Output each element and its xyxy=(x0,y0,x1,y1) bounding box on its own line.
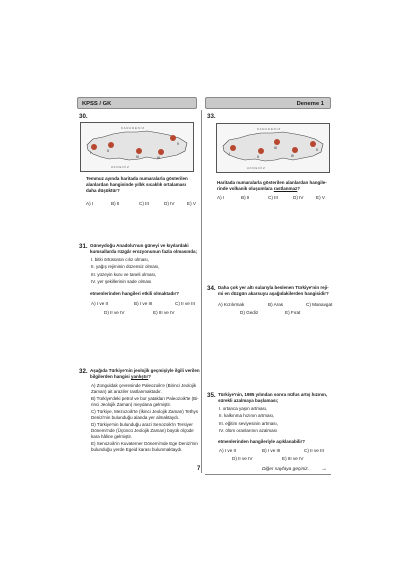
q30-map xyxy=(80,122,194,172)
q33-marker-2 xyxy=(258,148,264,154)
turkey-map-q33 xyxy=(217,124,329,172)
column-divider xyxy=(201,110,202,473)
svg-text:A K D E N İ Z: A K D E N İ Z xyxy=(111,165,129,169)
q35-option-a[interactable]: A) I ve II xyxy=(219,448,237,453)
q30-option-d[interactable]: D) IV xyxy=(164,201,175,206)
q33-option-d[interactable]: D) IV xyxy=(293,195,304,200)
q32-option-a[interactable]: A) Zonguldak çevresinde Paleozoik'e (Birinci Jeolojik Zaman) ait araziler rastlanmaktadır. xyxy=(91,383,197,394)
q31-question: etmenlerinden hangileri etkili olmaktadır? xyxy=(90,291,180,296)
q33-label-1: I xyxy=(229,152,230,156)
q33-stem: Haritada numaralarla gösterilen alanlardan hangile- rinde volkanik oluşumlara rastlanmaz? xyxy=(217,180,327,191)
q35-option-b[interactable]: B) I ve III xyxy=(262,448,281,453)
q32-number: 32. xyxy=(79,368,88,375)
q30-label-4: IV xyxy=(157,156,161,160)
q31-number: 31. xyxy=(79,243,88,250)
q32-option-c[interactable]: C) Türkiye, Mezozoik'te (İkinci Jeolojik Zaman) Tethys Denizi'nin bulunduğu alanda yer almaktaydı. xyxy=(91,409,198,420)
q31-option-b[interactable]: B) I ve III xyxy=(134,301,153,306)
q33-option-a[interactable]: A) I xyxy=(217,195,225,200)
q35-number: 35. xyxy=(207,392,216,399)
q35-option-c[interactable]: C) II ve III xyxy=(304,448,324,453)
q30-option-e[interactable]: E) V xyxy=(187,201,196,206)
q32-stem: Aşağıda Türkiye'nin jeolojik geçmişiyle ilgili verilen bilgilerden hangisi yanlıştır? xyxy=(90,368,200,379)
q33-label-4: IV xyxy=(291,154,295,158)
next-page-note: Diğer sayfaya geçiniz. xyxy=(262,467,309,472)
q34-option-d[interactable]: D) Gediz xyxy=(240,310,259,315)
q34-option-b[interactable]: B) Aras xyxy=(268,302,284,307)
q30-marker-3 xyxy=(136,148,142,154)
q35-question: etmenlerinden hangileriyle açıklanabilir? xyxy=(218,439,306,444)
q32-options xyxy=(91,383,199,453)
svg-text:A K D E N İ Z: A K D E N İ Z xyxy=(247,166,265,170)
q35-option-d[interactable]: D) II ve IV xyxy=(232,456,253,461)
q34-option-e[interactable]: E) Fırat xyxy=(285,310,301,315)
q33-option-c[interactable]: C) III xyxy=(268,195,278,200)
q30-marker-4 xyxy=(158,149,164,155)
q35-items: I. ortanca yaşın artması, II. kalkınma hızının artması, III. eğitim seviyesinin artması, IV. ölüm oranlarının azalması xyxy=(219,406,279,434)
q33-label-3: III xyxy=(274,146,277,150)
q32-option-e[interactable]: E) Senozoik'in Kuvaterner Dönemi'nde Ege Denizi'nin bulunduğu yerde Egeid karası bulunmaktaydı. xyxy=(91,441,198,452)
q35-stem: Türkiye'nin, 1985 yılından sonra nüfus artış hızının, sürekli azalmaya başlaması; xyxy=(218,392,328,403)
q33-number: 33. xyxy=(207,113,216,120)
q30-label-3: III xyxy=(136,155,139,159)
q30-label-5: V xyxy=(177,142,180,146)
header-left: KPSS / GK xyxy=(77,97,197,109)
q30-number: 30. xyxy=(79,113,88,120)
q30-label-1: I xyxy=(90,151,91,155)
q33-map xyxy=(216,123,330,173)
q33-marker-5 xyxy=(310,141,316,147)
q33-marker-3 xyxy=(274,139,280,145)
q34-option-a[interactable]: A) Kızılırmak xyxy=(218,302,245,307)
q30-label-2: II xyxy=(107,149,109,153)
q31-option-e[interactable]: E) III ve IV xyxy=(153,310,175,315)
q31-option-a[interactable]: A) I ve II xyxy=(91,301,109,306)
q30-option-a[interactable]: A) I xyxy=(86,201,94,206)
q30-option-b[interactable]: B) II xyxy=(111,201,120,206)
arrow-right-icon: → xyxy=(321,466,327,472)
q34-stem: Daha çok yer altı sularıyla beslenen Türkiye'nin reji- mi en düzgün akarsuyu aşağıdakilerden hangisidir? xyxy=(218,285,329,296)
q34-option-c[interactable]: C) Manavgat xyxy=(306,302,333,307)
q30-marker-2 xyxy=(108,142,114,148)
page-number: 7 xyxy=(197,466,201,472)
q32-option-b[interactable]: B) Türkiye'deki petrol ve bor yatakları Paleozoik'te (Bi- rinci Jeolojik Zaman) meydana gelmiştir. xyxy=(91,396,199,407)
q30-marker-5 xyxy=(170,135,176,141)
header-right: Deneme 1 xyxy=(205,97,331,109)
q33-label-5: V xyxy=(316,148,319,152)
q32-option-d[interactable]: D) Türkiye'nin bulunduğu arazi Senozoik'in Tersiyer Dönemi'nde (Üçüncü Jeolojik Zaman) büyük ölçüde kara hâline gelmiştir. xyxy=(91,422,194,439)
q34-number: 34. xyxy=(207,285,216,292)
footer-line xyxy=(205,474,331,475)
q30-option-c[interactable]: C) III xyxy=(139,201,149,206)
svg-text:K A R A D E N İ Z: K A R A D E N İ Z xyxy=(257,127,281,131)
q31-option-c[interactable]: C) II ve III xyxy=(175,301,195,306)
q33-option-e[interactable]: E) V xyxy=(316,195,325,200)
svg-text:K A R A D E N İ Z: K A R A D E N İ Z xyxy=(121,126,145,130)
q30-stem: Temmuz ayında haritada numaralarla gösterilen alanlardan hangisinde yıllık sıcaklık ortalaması daha düşüktür? xyxy=(86,176,188,193)
q30-marker-1 xyxy=(91,144,97,150)
q33-option-b[interactable]: B) II xyxy=(241,195,250,200)
turkey-map-q30 xyxy=(81,123,193,171)
q33-label-2: II xyxy=(257,155,259,159)
q31-option-d[interactable]: D) II ve IV xyxy=(104,310,125,315)
q33-marker-4 xyxy=(292,147,298,153)
q35-option-e[interactable]: E) III ve IV xyxy=(282,456,304,461)
q31-stem: Güneydoğu Anadolu'nun güneyi ve kıyılardaki kumsallarda rüzgâr erozyonunun fazla olmasında; xyxy=(90,243,198,254)
q31-items: I. bitki örtüsünün cılız olması, II. yağış rejiminin düzensiz olması, III. yüzeyin kuru ve taneli olması, IV. yer şekillerinin sade olması xyxy=(91,257,160,285)
q33-marker-1 xyxy=(230,145,236,151)
